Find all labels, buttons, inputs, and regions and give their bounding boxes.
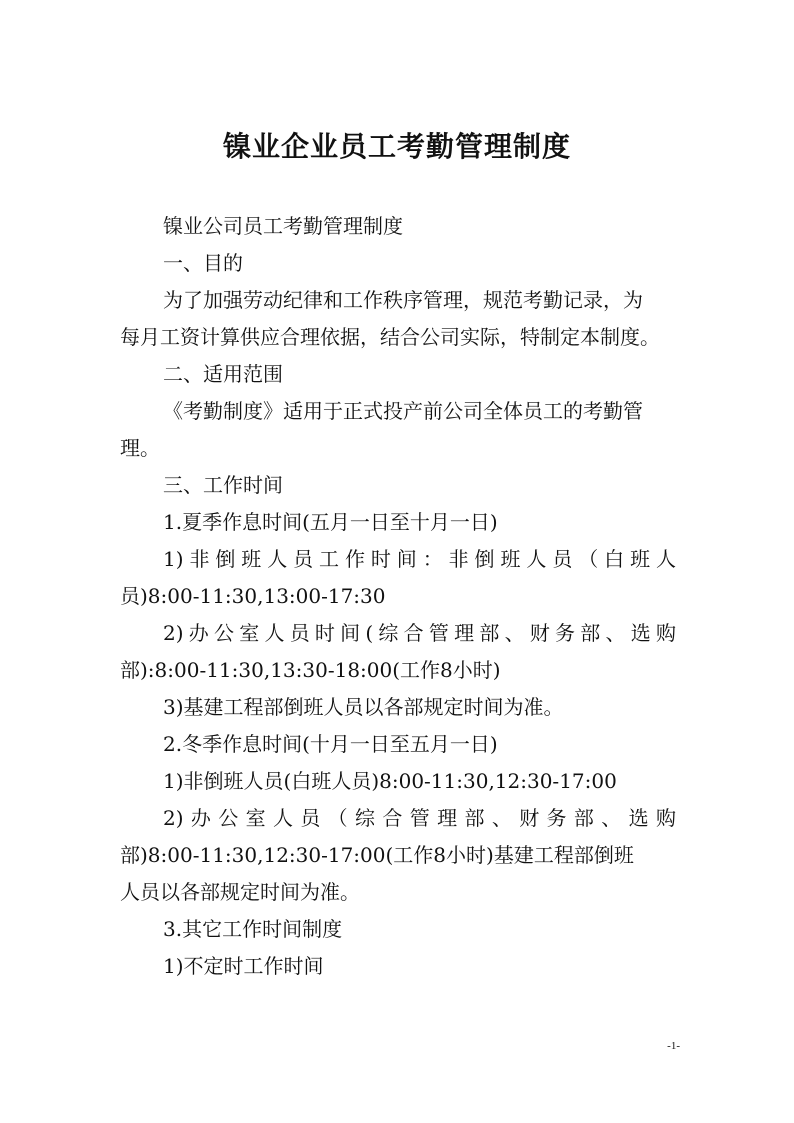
body-line: 3.其它工作时间制度: [163, 917, 343, 941]
body-line: 二、适用范围: [163, 362, 283, 386]
body-line: 部):8:00-11:30,13:30-18:00(工作8小时): [120, 658, 501, 682]
body-line: 2.冬季作息时间(十月一日至五月一日): [163, 732, 498, 756]
body-line: 一、目的: [163, 251, 243, 275]
body-line: 1)非倒班人员工作时间：非倒班人员（白班人: [163, 547, 676, 571]
body-line: 1)不定时工作时间: [163, 954, 324, 978]
body-line: 2)办公室人员时间(综合管理部、财务部、选购: [163, 621, 676, 645]
document-title: 镍业企业员工考勤管理制度: [222, 129, 571, 163]
body-line: 3)基建工程部倒班人员以各部规定时间为准。: [163, 695, 564, 719]
page-number: -1-: [667, 1040, 680, 1052]
body-line: 《考勤制度》适用于正式投产前公司全体员工的考勤管: [163, 399, 643, 423]
body-line: 1)非倒班人员(白班人员)8:00-11:30,12:30-17:00: [163, 769, 617, 793]
body-line: 1.夏季作息时间(五月一日至十月一日): [163, 510, 498, 534]
body-line: 员)8:00-11:30,13:00-17:30: [120, 584, 386, 608]
body-line: 2)办公室人员（综合管理部、财务部、选购: [163, 806, 676, 830]
body-line: 部)8:00-11:30,12:30-17:00(工作8小时)基建工程部倒班: [120, 843, 634, 867]
body-line: 每月工资计算供应合理依据，结合公司实际，特制定本制度。: [120, 325, 660, 349]
body-line: 三、工作时间: [163, 473, 283, 497]
body-line: 人员以各部规定时间为准。: [120, 880, 360, 904]
body-line: 理。: [120, 436, 160, 460]
body-line: 镍业公司员工考勤管理制度: [163, 214, 403, 238]
body-line: 为了加强劳动纪律和工作秩序管理，规范考勤记录，为: [163, 288, 643, 312]
